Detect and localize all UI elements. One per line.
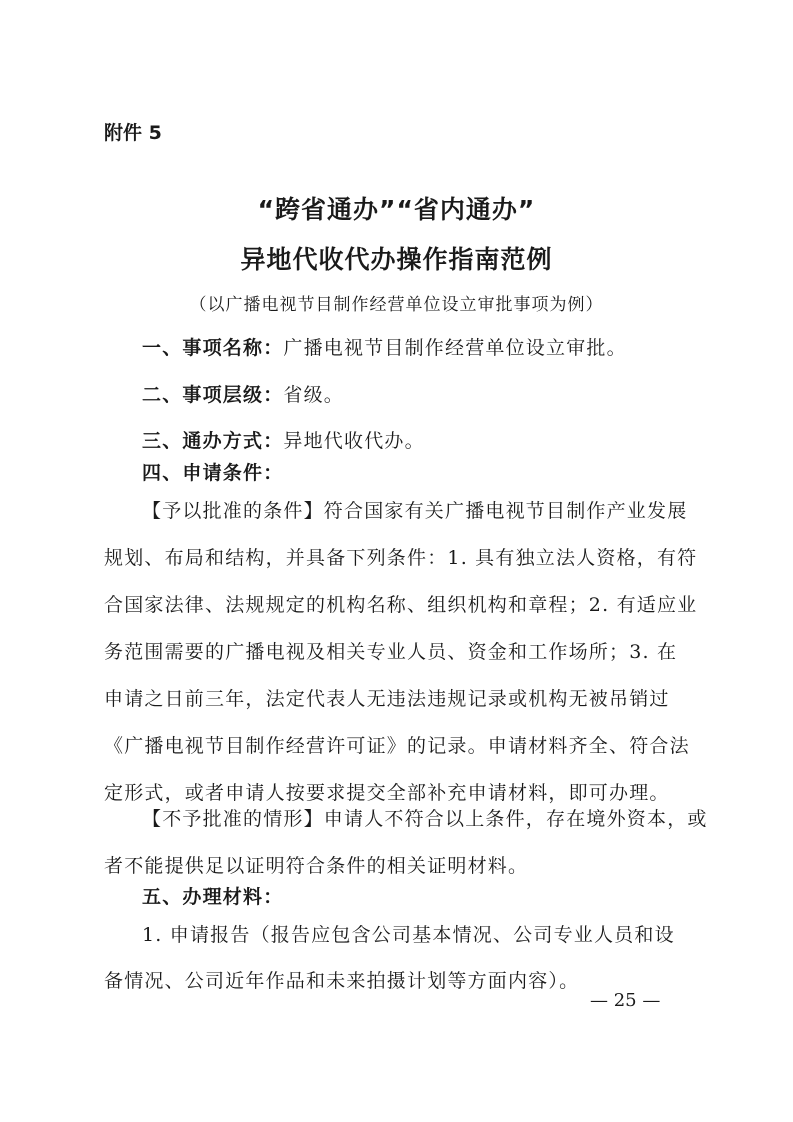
approve-line-1: 规划、布局和结构，并具备下列条件：1. 具有独立法人资格，有符 — [104, 547, 698, 569]
page-number: — 25 — — [590, 990, 661, 1011]
approve-line-0: 【予以批准的条件】符合国家有关广播电视节目制作产业发展 — [142, 500, 688, 522]
level-label: 二、事项层级： — [142, 384, 284, 406]
level-value: 省级。 — [283, 384, 345, 406]
attachment-label: 附件 5 — [104, 122, 162, 144]
item-name-line — [142, 333, 627, 360]
conditions-heading: 四、申请条件： — [142, 462, 284, 484]
reject-line-0: 【不予批准的情形】申请人不符合以上条件，存在境外资本，或 — [142, 808, 708, 830]
materials-heading: 五、办理材料： — [142, 886, 284, 908]
approve-line-3: 务范围需要的广播电视及相关专业人员、资金和工作场所；3. 在 — [104, 641, 678, 663]
level-line — [142, 380, 344, 407]
subtitle: （以广播电视节目制作经营单位设立审批事项为例） — [189, 295, 604, 315]
materials-line-1: 备情况、公司近年作品和未来拍摄计划等方面内容）。 — [104, 970, 580, 992]
method-line — [142, 426, 425, 453]
item-name-value: 广播电视节目制作经营单位设立审批。 — [283, 337, 627, 359]
title-line-2: 异地代收代办操作指南范例 — [240, 245, 553, 274]
method-value: 异地代收代办。 — [283, 430, 425, 452]
materials-line-0: 1. 申请报告（报告应包含公司基本情况、公司专业人员和设 — [142, 924, 675, 946]
method-label: 三、通办方式： — [142, 430, 284, 452]
title-line-1: “跨省通办”“省内通办” — [257, 195, 536, 224]
item-name-label: 一、事项名称： — [142, 337, 284, 359]
reject-line-1: 者不能提供足以证明符合条件的相关证明材料。 — [104, 855, 529, 877]
approve-line-6: 定形式，或者申请人按要求提交全部补充申请材料，即可办理。 — [104, 782, 670, 804]
approve-line-2: 合国家法律、法规规定的机构名称、组织机构和章程；2. 有适应业 — [104, 594, 698, 616]
approve-line-4: 申请之日前三年，法定代表人无违法违规记录或机构无被吊销过 — [104, 688, 670, 710]
approve-line-5: 《广播电视节目制作经营许可证》的记录。申请材料齐全、符合法 — [104, 735, 690, 757]
